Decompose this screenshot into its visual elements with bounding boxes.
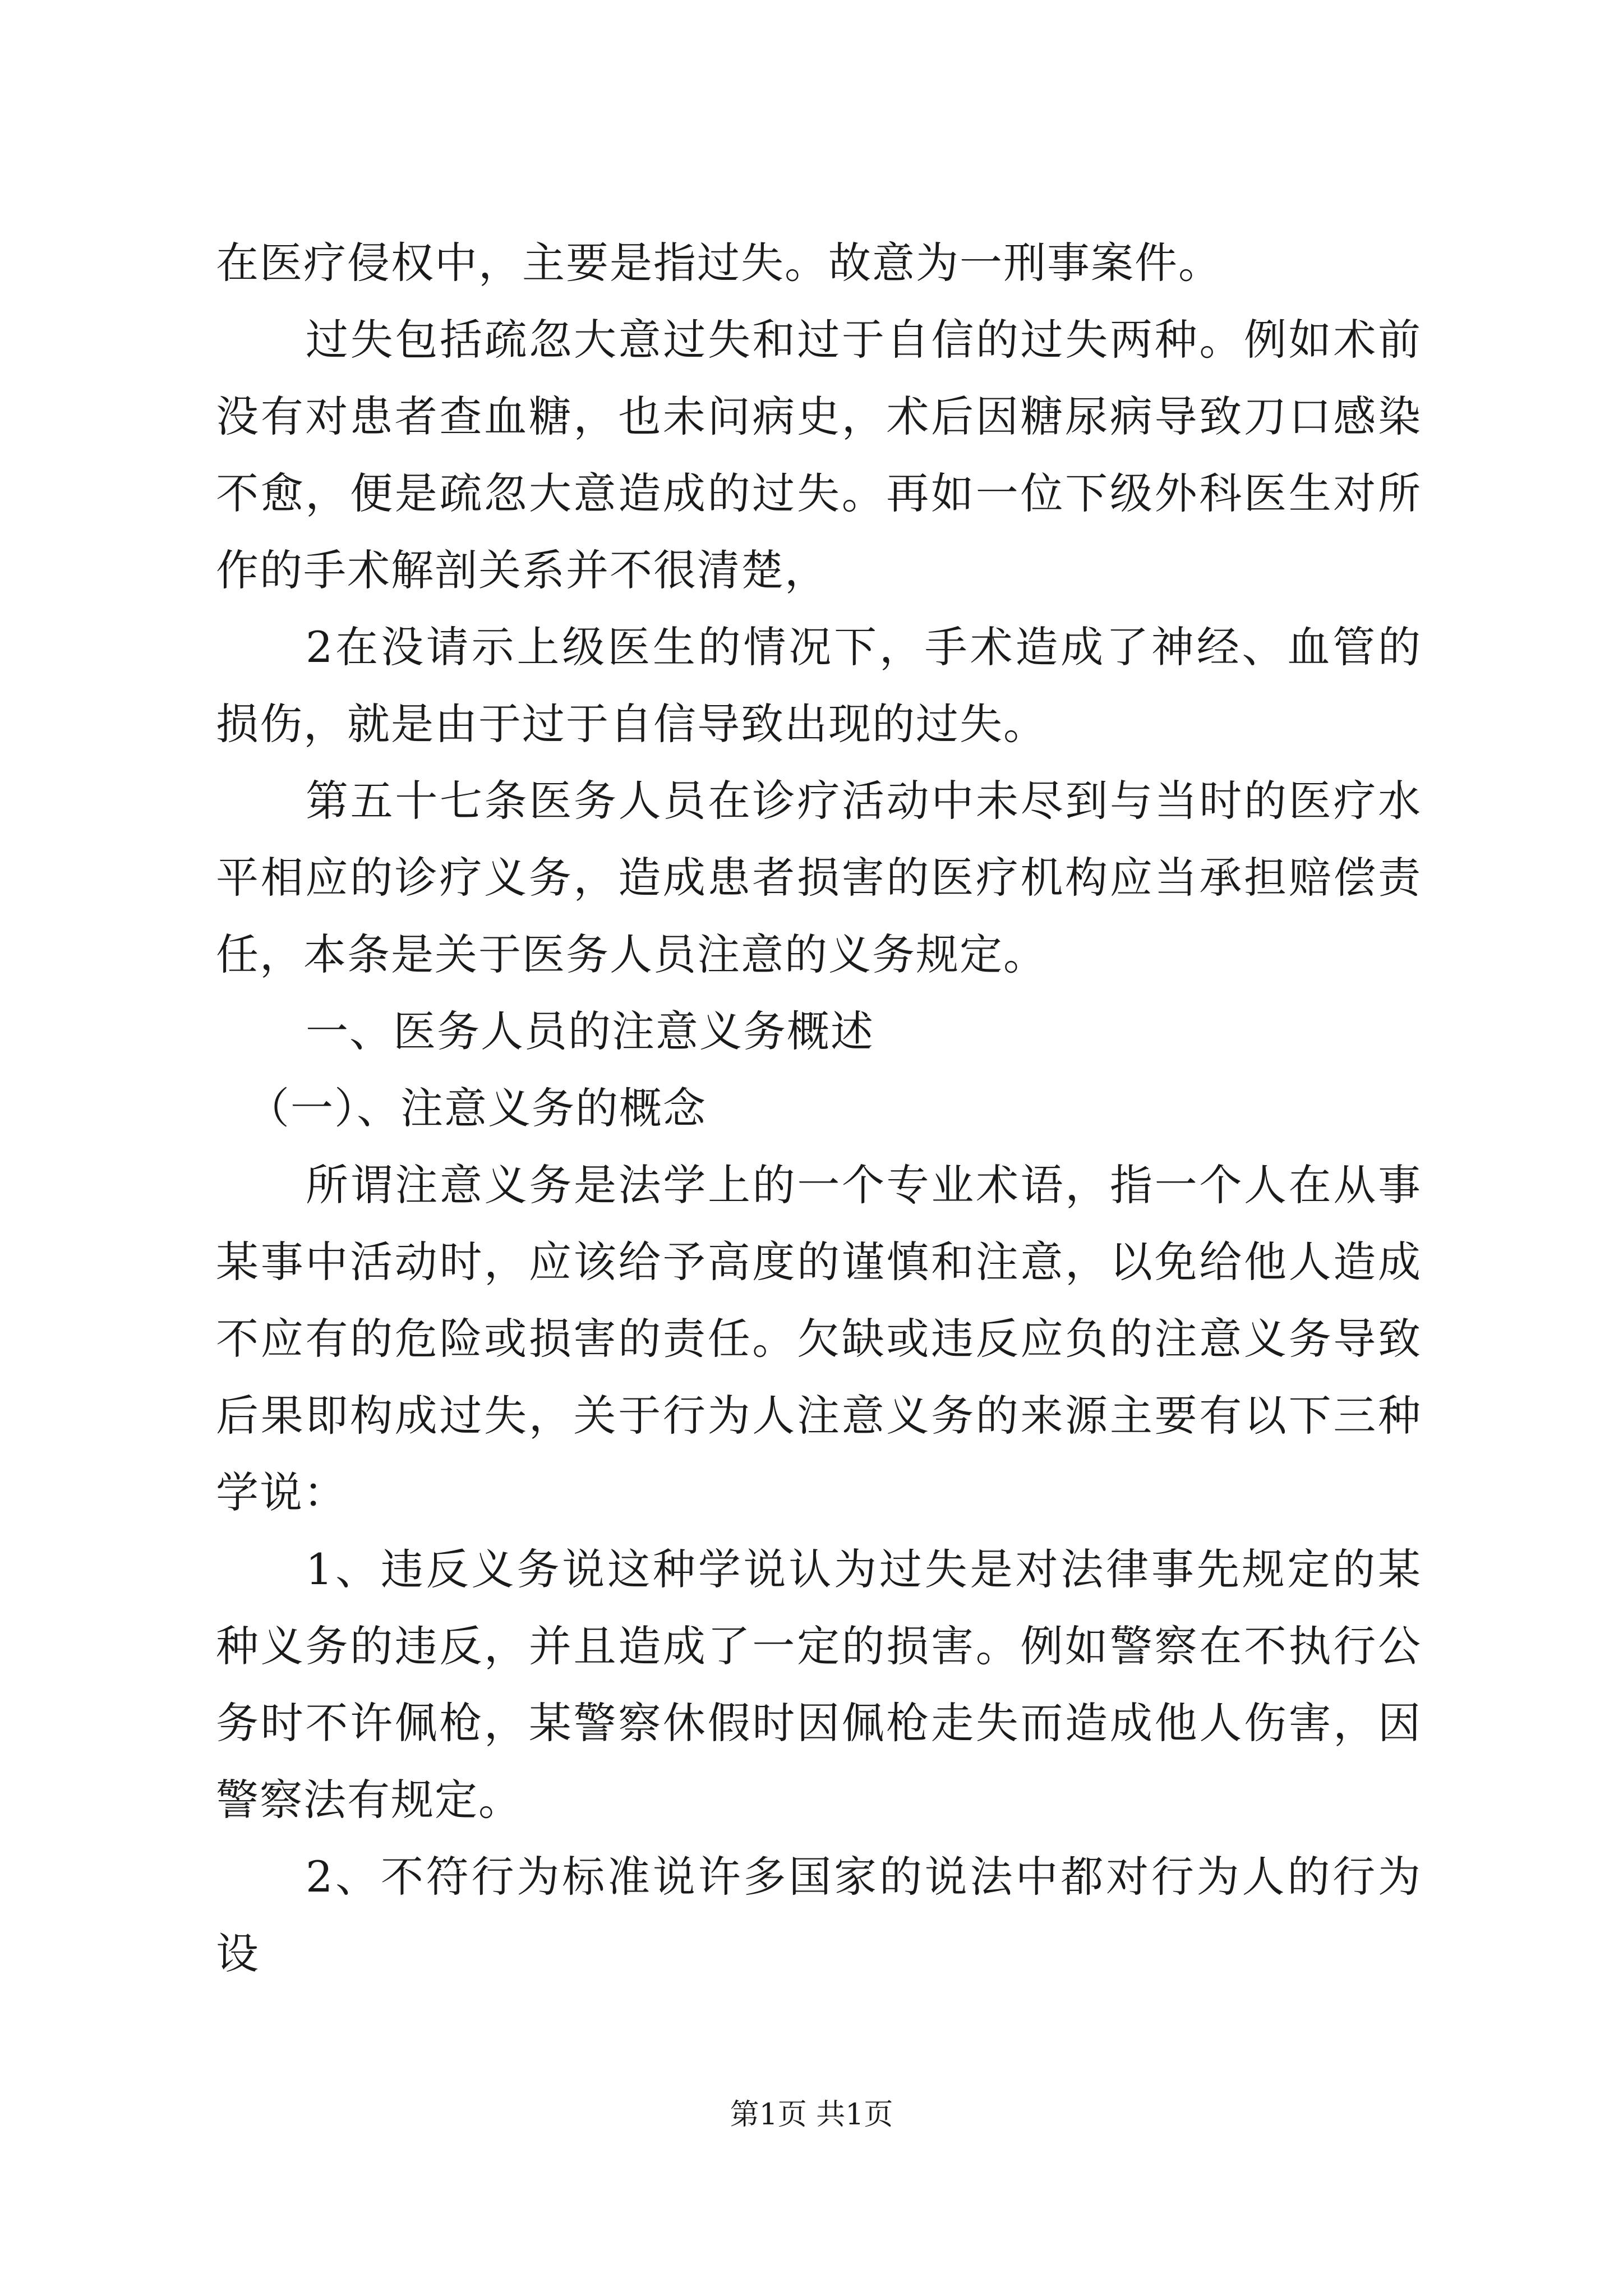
subsection-heading: （一）、注意义务的概念 xyxy=(247,1083,707,1133)
paragraph-1: 在医疗侵权中，主要是指过失。故意为一刑事案件。 xyxy=(216,238,1222,288)
paragraph-5: 所谓注意义务是法学上的一个专业术语，指一个人在从事某事中活动时，应该给予高度的谨慎和注意，以免给他人造成不应有的危险或损害的责任。欠缺或违反应负的注意义务导致后果即构成过失，关于行为人注意义务的来源主要有以下三种学说： xyxy=(216,1160,1422,1517)
paragraph-6: 1、违反义务说这种学说认为过失是对法律事先规定的某种义务的违反，并且造成了一定的损害。例如警察在不执行公务时不许佩枪，某警察休假时因佩枪走失而造成他人伤害，因警察法有规定。 xyxy=(216,1544,1422,1825)
paragraph-4: 第五十七条医务人员在诊疗活动中未尽到与当时的医疗水平相应的诊疗义务，造成患者损害的医疗机构应当承担赔偿责任，本条是关于医务人员注意的义务规定。 xyxy=(216,776,1422,979)
document-body xyxy=(216,224,1422,1992)
page-footer xyxy=(0,2095,1623,2134)
paragraph-7: 2、不符行为标准说许多国家的说法中都对行为人的行为设 xyxy=(216,1852,1422,1978)
section-heading: 一、医务人员的注意义务概述 xyxy=(306,1006,874,1056)
page-number: 第1页 共1页 xyxy=(730,2098,893,2132)
paragraph-3: 2在没请示上级医生的情况下，手术造成了神经、血管的损伤，就是由于过于自信导致出现的过失。 xyxy=(216,622,1422,749)
paragraph-2: 过失包括疏忽大意过失和过于自信的过失两种。例如术前没有对患者查血糖，也未问病史，术后因糖尿病导致刀口感染不愈，便是疏忽大意造成的过失。再如一位下级外科医生对所作的手术解剖关系并不很清楚， xyxy=(216,315,1422,595)
